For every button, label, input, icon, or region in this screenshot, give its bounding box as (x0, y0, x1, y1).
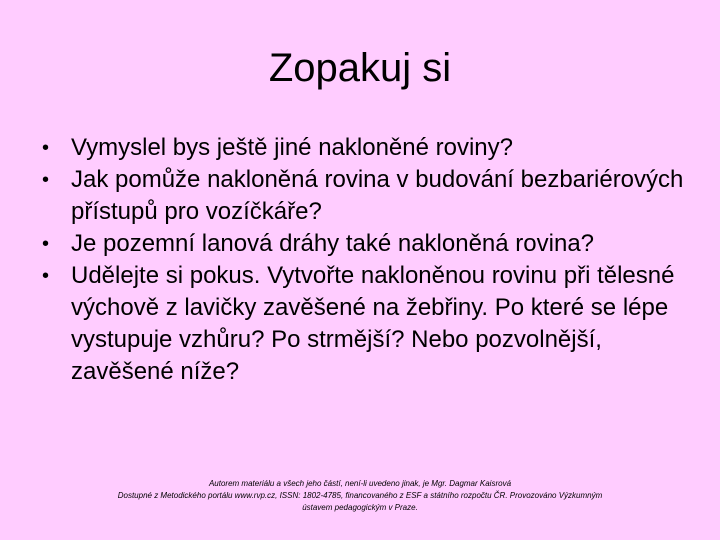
bullet-marker: • (42, 169, 50, 191)
bullet-text: Udělejte si pokus. Vytvořte nakloněnou rovinu při tělesné výchově z lavičky zavěšené na žebřiny. Po které se lépe vystupuje vzhůru? Po strmější? Nebo pozvolnější, zavěšené níže? (71, 262, 675, 385)
bullet-text: Je pozemní lanová dráhy také nakloněná rovina? (71, 230, 595, 257)
bullet-marker: • (42, 233, 50, 255)
bullet-text: Jak pomůže nakloněná rovina v budování bezbariérových přístupů pro vozíčkáře? (71, 166, 684, 225)
bullet-item (42, 132, 692, 164)
bullet-item (42, 260, 692, 388)
footer-credits (60, 478, 660, 514)
bullet-item (42, 164, 692, 228)
bullet-marker: • (42, 265, 50, 287)
bullet-marker: • (42, 137, 50, 159)
footer-source-line: Dostupné z Metodického portálu www.rvp.cz, ISSN: 1802-4785, financovaného z ESF a státního rozpočtu ČR. Provozováno Výzkumným (117, 491, 603, 500)
footer-author-line: Autorem materiálu a všech jeho částí, není-li uvedeno jinak, je Mgr. Dagmar Kaisrová (208, 479, 512, 488)
bullet-text: Vymyslel bys ještě jiné nakloněné roviny? (71, 134, 513, 161)
bullet-list (42, 132, 692, 388)
footer-institute-line: ústavem pedagogickým v Praze. (302, 503, 418, 512)
slide-title: Zopakuj si (268, 46, 452, 90)
bullet-item (42, 228, 692, 260)
